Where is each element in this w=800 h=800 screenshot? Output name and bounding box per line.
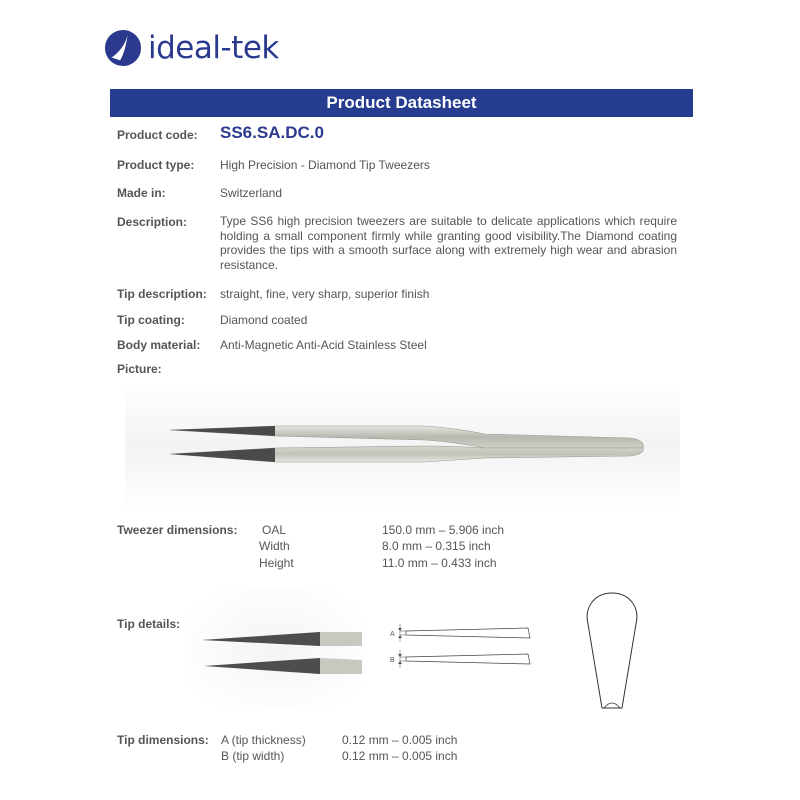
made-in-label: Made in: [117,186,166,200]
dimension-name: OAL [262,523,287,537]
product-type-label: Product type: [117,158,195,172]
dimension-value: 11.0 mm – 0.433 inch [382,556,497,570]
body-material-value: Anti-Magnetic Anti-Acid Stainless Steel [220,338,427,352]
tip-marker-b: B [390,657,395,664]
tip-details-label: Tip details: [117,617,181,631]
product-code-label: Product code: [117,128,198,142]
tip-dimensions-label: Tip dimensions: [117,733,209,747]
tip-marker-a: A [390,631,395,638]
tweezer-dimensions-label: Tweezer dimensions: [117,523,238,537]
dimension-name: Width [259,539,290,553]
tip-dimension-name: B (tip width) [221,749,285,763]
picture-label: Picture: [117,362,162,376]
tip-coating-value: Diamond coated [220,313,308,327]
dimension-value: 150.0 mm – 5.906 inch [382,523,505,537]
product-code-value: SS6.SA.DC.0 [220,123,324,142]
tip-closeup-image [190,588,362,710]
tip-description-value: straight, fine, very sharp, superior finish [220,287,430,301]
tip-technical-drawing [388,614,538,670]
dimension-value: 8.0 mm – 0.315 inch [382,539,491,553]
tip-dimension-value: 0.12 mm – 0.005 inch [342,749,458,763]
tip-cross-section-drawing [580,590,644,714]
tip-dimension-name: A (tip thickness) [221,733,306,747]
dimension-name: Height [259,556,294,570]
brand-logo [104,28,279,68]
body-material-label: Body material: [117,338,201,352]
tip-description-label: Tip description: [117,287,207,301]
made-in-value: Switzerland [220,186,283,200]
ideal-tek-logo-mark-icon [104,29,142,67]
brand-name: ideal-tek [148,30,279,66]
description-value: Type SS6 high precision tweezers are suitable to delicate applications which require holding a small component firmly while granting good visibility.The Diamond coating provides the tips with a smooth surface along with extremely high wear and abrasion resistance. [220,214,677,272]
tip-coating-label: Tip coating: [117,313,185,327]
tip-dimension-value: 0.12 mm – 0.005 inch [342,733,458,747]
description-label: Description: [117,215,188,229]
tweezer-product-image [125,382,680,512]
product-type-value: High Precision - Diamond Tip Tweezers [220,158,430,172]
page-title: Product Datasheet [110,89,693,117]
